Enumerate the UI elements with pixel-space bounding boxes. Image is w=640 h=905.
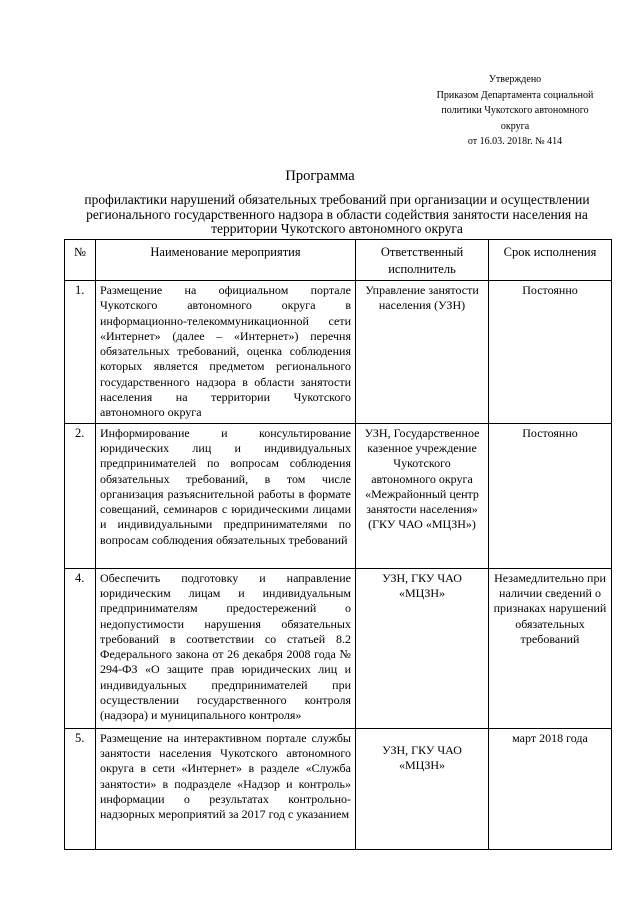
document-subtitle: профилактики нарушений обязательных требований при организации и осуществлении регионального государственного надзора в области содействия занятости населения на территории Чукотского автономного округа — [84, 192, 590, 236]
row-activity: Размещение на официальном портале Чукотского автономного округа в информационно-телекоммуникационной сети «Интернет» (далее – «Интернет») перечня обязательных требований, оценка соблюдения которых является предметом регионального государственного надзора в области занятости населения на территории Чукотского автономного округа — [96, 281, 356, 424]
header-num: № — [65, 240, 96, 281]
approval-line-2: Приказом Департамента социальной — [436, 89, 594, 101]
approval-line-5: от 16.03. 2018г. № 414 — [467, 136, 563, 147]
table-row — [65, 728, 612, 849]
table-row — [65, 281, 612, 424]
row-number: 2. — [65, 423, 96, 568]
row-number: 4. — [65, 568, 96, 728]
table-row — [65, 423, 612, 568]
row-term: март 2018 года — [489, 728, 612, 849]
table-row — [65, 568, 612, 728]
approval-line-3: политики Чукотского автономного — [441, 105, 589, 116]
header-term: Срок исполнения — [489, 240, 612, 281]
row-executor: Управление занятости населения (УЗН) — [356, 281, 489, 424]
table-header-row — [65, 240, 612, 281]
row-activity: Обеспечить подготовку и направление юридическим лицам и индивидуальным предпринимателям предостережений о недопустимости нарушения обязательных требований в соответствии со статьей 8.2 Федерального закона от 26 декабря 2008 года № 294-ФЗ «О защите прав юридических лиц и индивидуальных предпринимателей при осуществлении государственного контроля (надзора) и муниципального контроля» — [96, 568, 356, 728]
approval-line-1: Утверждено — [488, 74, 542, 85]
row-term: Постоянно — [489, 423, 612, 568]
program-table — [64, 239, 612, 850]
header-executor: Ответственный исполнитель — [356, 240, 489, 281]
row-activity: Размещение на интерактивном портале службы занятости населения Чукотского автономного округа в сети «Интернет» в разделе «Служба занятости» в подразделе «Надзор и контроль» информации о результатах контрольно-надзорных мероприятий за 2017 год с указанием — [96, 728, 356, 849]
approval-stamp — [420, 72, 610, 150]
row-executor: УЗН, ГКУ ЧАО «МЦЗН» — [356, 568, 489, 728]
approval-line-4: округа — [500, 120, 530, 132]
row-term: Незамедлительно при наличии сведений о признаках нарушений обязательных требований — [489, 568, 612, 728]
row-activity: Информирование и консультирование юридических лиц и индивидуальных предпринимателей по вопросам соблюдения обязательных требований, в том числе организация разъяснительной работы в формате совещаний, семинаров с юридическими лицами и индивидуальными предпринимателями по вопросам соблюдения обязательных требований — [96, 423, 356, 568]
row-number: 1. — [65, 281, 96, 424]
row-number: 5. — [65, 728, 96, 849]
row-executor: УЗН, ГКУ ЧАО «МЦЗН» — [356, 728, 489, 849]
header-name: Наименование мероприятия — [96, 240, 356, 281]
row-executor: УЗН, Государственное казенное учреждение Чукотского автономного округа «Межрайонный центр занятости населения» (ГКУ ЧАО «МЦЗН») — [356, 423, 489, 568]
document-title: Программа — [285, 168, 355, 184]
row-term: Постоянно — [489, 281, 612, 424]
